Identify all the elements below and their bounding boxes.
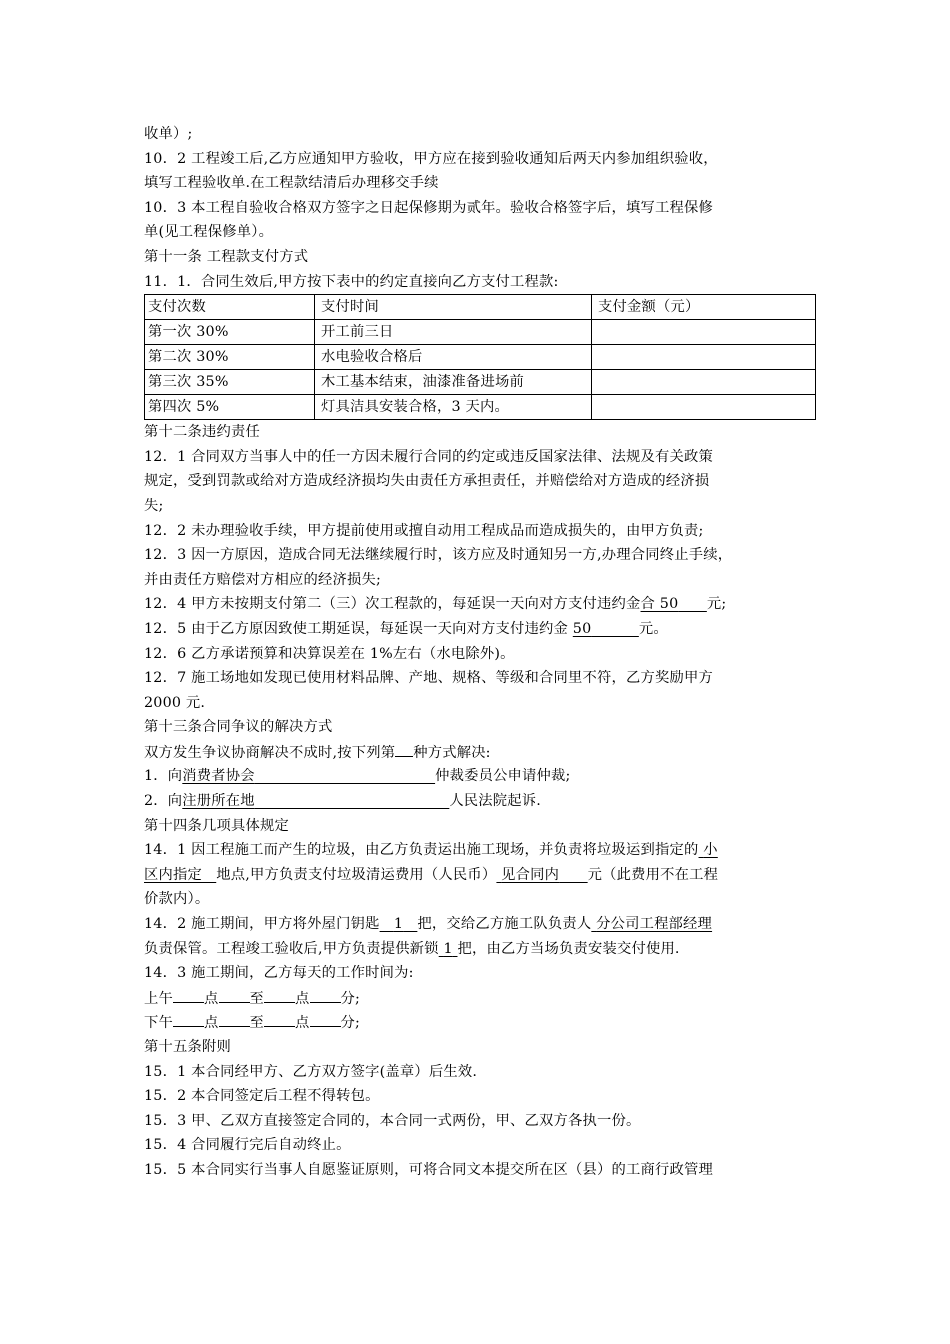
blank-field[interactable] [173, 986, 204, 1003]
filled-value: 注册所在地 [182, 793, 255, 810]
section-d [144, 1035, 816, 1183]
text-line: 12．2 未办理验收手续，甲方提前使用或擅自动用工程成品而造成损失的，由甲方负责; [144, 522, 704, 539]
table-row [145, 370, 816, 395]
text-line: 并由责任方赔偿对方相应的经济损失; [144, 571, 381, 588]
section-a [144, 122, 816, 294]
filled-value: 合 50 [640, 596, 679, 613]
text-line: 14．3 施工期间，乙方每天的工作时间为: [144, 965, 414, 982]
clause-14-1-line1: 14．1 因工程施工而产生的垃圾，由乙方负责运出施工现场，并负责将垃圾运到指定的 小 [144, 842, 718, 859]
blank-field[interactable] [219, 1010, 250, 1027]
table-cell: 水电验收合格后 [315, 345, 592, 370]
section-heading: 第十一条 工程款支付方式 [144, 248, 309, 265]
text-line: 单(见工程保修单）。 [144, 224, 274, 241]
table-cell: 第一次 30% [145, 320, 315, 345]
text-line: 11．1．合同生效后,甲方按下表中的约定直接向乙方支付工程款: [144, 273, 559, 290]
section-c [144, 642, 816, 740]
section-heading: 第十三条合同争议的解决方式 [144, 719, 333, 736]
table-cell: 木工基本结束，油漆准备进场前 [315, 370, 592, 395]
text-line: 收单）; [144, 126, 193, 142]
blank-field[interactable] [310, 1010, 341, 1027]
text-line: 15．2 本合同签定后工程不得转包。 [144, 1088, 380, 1105]
section-heading: 第十二条违约责任 [144, 424, 260, 441]
table-row [145, 320, 816, 345]
filled-value: 50 [572, 620, 592, 637]
text-line: 15．1 本合同经甲方、乙方双方签字(盖章）后生效. [144, 1063, 478, 1080]
text-line: 10．3 本工程自验收合格双方签字之日起保修期为贰年。验收合格签字后，填写工程保修 [144, 199, 714, 216]
filled-value: 见合同内 [501, 866, 560, 883]
clause-12-5: 12．5 由于乙方原因致使工期延误，每延误一天向对方支付违约金 50 元。 [144, 620, 668, 637]
table-cell [592, 345, 816, 370]
text-line: 失; [144, 497, 164, 514]
table-header-cell: 支付次数 [145, 295, 315, 320]
clause-12-4: 12．4 甲方未按期支付第二（三）次工程款的，每延误一天向对方支付违约金合 50 元; [144, 596, 727, 613]
table-cell [592, 395, 816, 420]
text-line: 2000 元. [144, 694, 206, 711]
text-line: 规定，受到罚款或给对方造成经济损均失由责任方承担责任，并赔偿给对方造成的经济损 [144, 473, 710, 490]
table-cell [592, 370, 816, 395]
table-cell [592, 320, 816, 345]
table-cell: 第三次 35% [145, 370, 315, 395]
section-heading: 第十五条附则 [144, 1039, 231, 1055]
filled-value: 区内指定 [144, 866, 202, 883]
clause-14-1-line2: 区内指定 地点,甲方负责支付垃圾清运费用（人民币） 见合同内 元（此费用不在工程 [144, 866, 719, 883]
text-line: 15．4 合同履行完后自动终止。 [144, 1137, 351, 1154]
text-line: 填写工程验收单.在工程款结清后办理移交手续 [144, 175, 439, 192]
clause-14-2-line1: 14．2 施工期间，甲方将外屋门钥匙 1 把，交给乙方施工队负责人 分公司工程部经理 [144, 916, 713, 933]
dispute-line: 双方发生争议协商解决不成时,按下列第 种方式解决: [144, 740, 816, 765]
table-cell: 灯具洁具安装合格，3 天内。 [315, 395, 592, 420]
option-court: 2．向注册所在地 人民法院起诉. [144, 793, 542, 810]
option-arbitration: 1．向消费者协会 仲裁委员公申请仲裁; [144, 768, 571, 785]
blank-field[interactable] [395, 740, 413, 757]
table-cell: 第二次 30% [145, 345, 315, 370]
section-b [144, 420, 816, 592]
blank-field[interactable] [264, 1010, 295, 1027]
blank-field[interactable] [310, 986, 341, 1003]
filled-value: 1 [443, 940, 453, 957]
blank-field[interactable] [173, 1010, 204, 1027]
filled-value: 消费者协会 [182, 768, 255, 785]
text-line: 12．3 因一方原因，造成合同无法继续履行时，该方应及时通知另一方,办理合同终止手续， [144, 547, 733, 564]
table-cell: 第四次 5% [145, 395, 315, 420]
work-time-am: 上午 点 至 点 分; [144, 986, 816, 1011]
text-line: 价款内）。 [144, 891, 210, 908]
blank-field[interactable] [219, 986, 250, 1003]
payment-table [144, 294, 816, 420]
table-header-row [145, 295, 816, 320]
filled-value: 分公司工程部经理 [596, 916, 713, 933]
contract-page [144, 122, 816, 1183]
section-heading: 第十四条几项具体规定 [144, 817, 289, 834]
filled-value: 小 [703, 842, 718, 859]
table-row [145, 395, 816, 420]
blank-field[interactable] [264, 986, 295, 1003]
table-cell: 开工前三日 [315, 320, 592, 345]
text-line: 15．5 本合同实行当事人自愿鉴证原则，可将合同文本提交所在区（县）的工商行政管理 [144, 1161, 714, 1178]
text-line: 12．7 施工场地如发现已使用材料品牌、产地、规格、等级和合同里不符，乙方奖励甲方 [144, 670, 714, 687]
work-time-pm: 下午 点 至 点 分; [144, 1010, 816, 1035]
table-header-cell: 支付时间 [315, 295, 592, 320]
text-line: 12．6 乙方承诺预算和决算误差在 1%左右（水电除外)。 [144, 645, 515, 662]
table-row [145, 345, 816, 370]
filled-value: 1 [393, 916, 404, 933]
table-header-cell: 支付金额（元） [592, 295, 816, 320]
text-line: 10．2 工程竣工后,乙方应通知甲方验收，甲方应在接到验收通知后两天内参加组织验收， [144, 150, 718, 167]
text-line: 15．3 甲、乙双方直接签定合同的，本合同一式两份，甲、乙双方各执一份。 [144, 1112, 641, 1129]
text-line: 12．4 甲方未按期支付第二（三）次工程款的，每延误一天向对方支付违约金 [144, 596, 641, 613]
text-line: 12．1 合同双方当事人中的任一方因未履行合同的约定或违反国家法律、法规及有关政策 [144, 448, 714, 465]
clause-14-2-line2: 负责保管。工程竣工验收后,甲方负责提供新锁 1 把，由乙方当场负责安装交付使用. [144, 940, 680, 957]
